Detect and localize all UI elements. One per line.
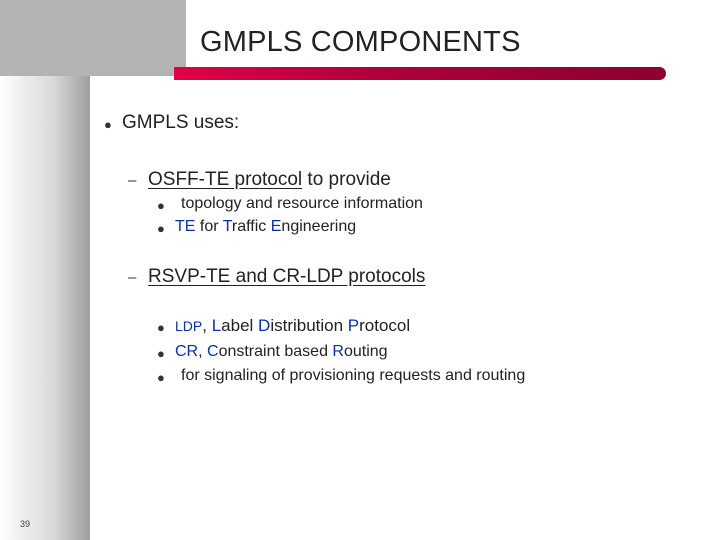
page-number: 39 [20,519,31,529]
ldp-letter: D [258,316,271,335]
ospf-te-link-text: OSFF-TE protocol [148,169,303,190]
cr-letter: R [332,343,344,360]
ldp-letter: P [347,316,360,335]
ldp-text: , [202,316,212,335]
bullet-topology: topology and resource information [181,195,423,212]
ldp-text: rotocol [359,316,411,335]
bullet-dot-icon: ● [104,117,112,132]
bullet-gmpls-uses: GMPLS uses: [122,112,240,133]
bullet-rsvp-te [148,266,425,288]
dash-bullet-icon: – [128,269,137,286]
title-underline-bar [174,67,666,80]
left-gradient-bar [0,76,90,540]
cr-text: onstraint based [218,343,333,360]
te-abbrev: TE [175,218,196,235]
te-text: ngineering [281,218,357,235]
cr-text: outing [343,343,388,360]
slide-title: GMPLS COMPONENTS [200,26,521,58]
ospf-te-rest: to provide [302,169,391,190]
te-text: raffic [231,218,271,235]
bullet-ospf-te [148,169,391,191]
bullet-cr [175,343,388,361]
bullet-dot-icon: ● [157,370,165,385]
cr-text: , [198,343,207,360]
bullet-ldp [175,316,410,336]
bullet-dot-icon: ● [157,198,165,213]
bullet-signaling: for signaling of provisioning requests and routing [181,367,526,384]
cr-abbrev: CR [175,343,199,360]
ldp-text: abel [221,316,259,335]
bullet-te [175,218,356,236]
te-text: for [195,218,223,235]
ldp-text: istribution [270,316,348,335]
cr-letter: C [207,343,219,360]
ldp-abbrev: LDP [175,318,203,334]
ldp-letter: L [211,316,222,335]
te-letter-t: T [222,218,232,235]
dash-bullet-icon: – [128,172,137,189]
bullet-dot-icon: ● [157,320,165,335]
rsvp-link-text: RSVP-TE and CR-LDP protocols [148,266,426,287]
bullet-dot-icon: ● [157,346,165,361]
te-letter-e: E [270,218,282,235]
header-side-panel [0,0,186,76]
bullet-dot-icon: ● [157,221,165,236]
